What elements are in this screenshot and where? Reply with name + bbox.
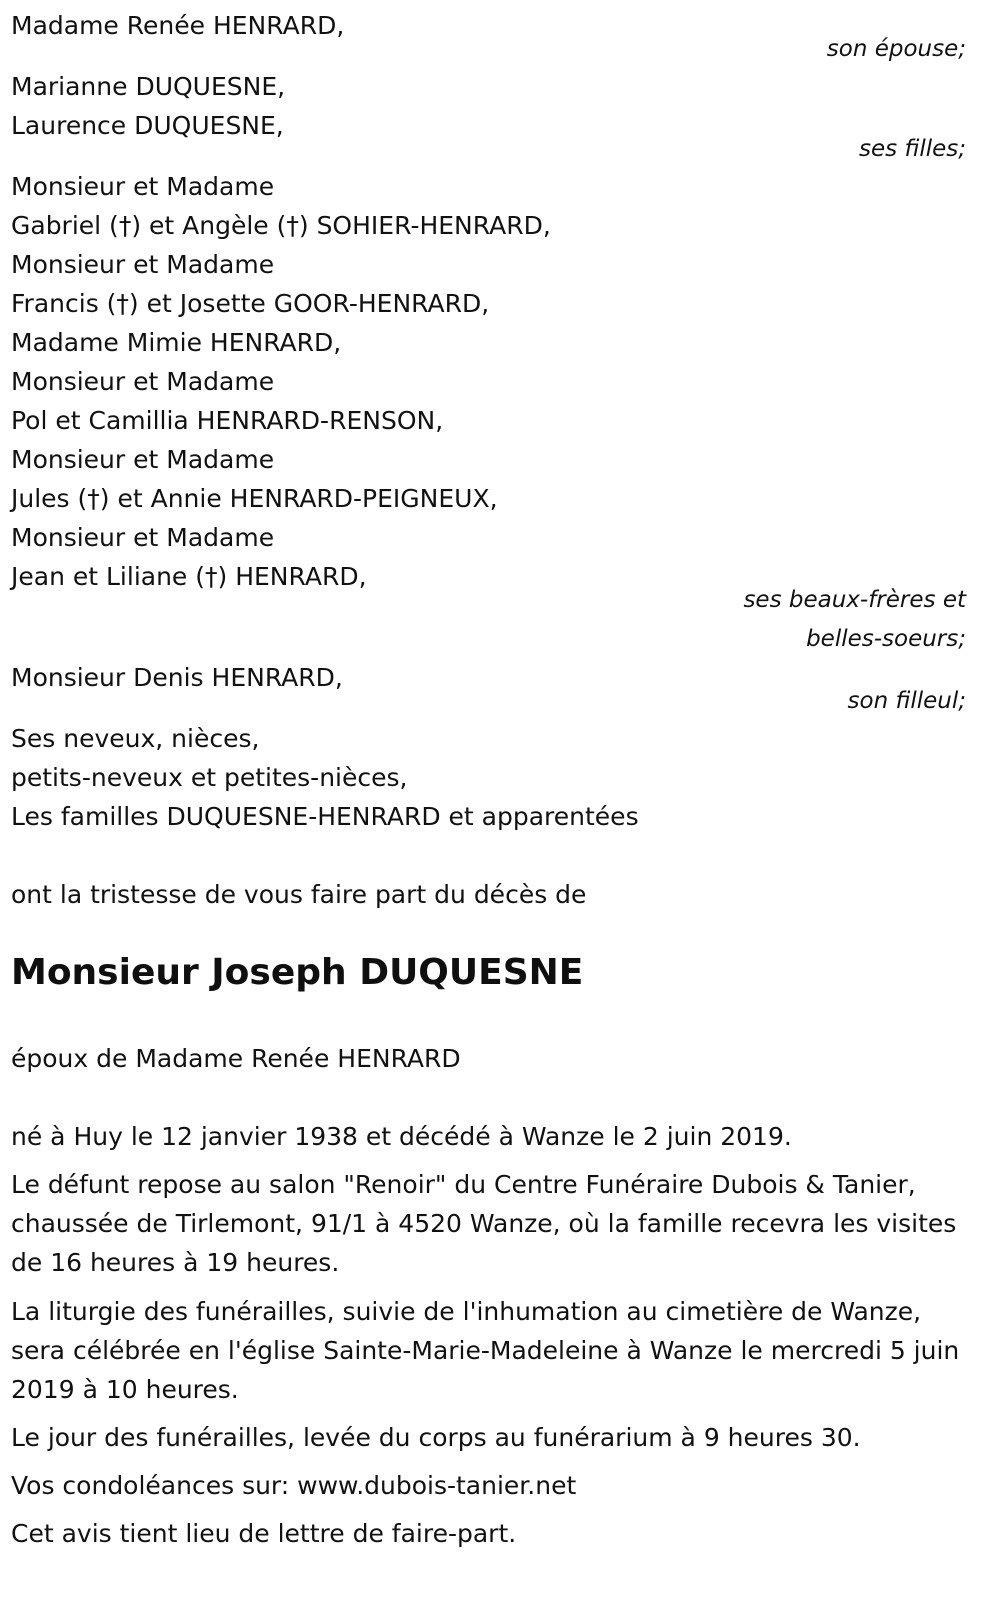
in-laws-role: ses beaux-frères et: [743, 587, 966, 613]
in-law-line: Pol et Camillia HENRARD-RENSON,: [11, 406, 444, 435]
in-law-line: Monsieur et Madame: [11, 250, 275, 279]
in-law-line: Francis (†) et Josette GOOR-HENRARD,: [11, 289, 490, 318]
in-law-line: Monsieur et Madame: [11, 523, 275, 552]
visitation-paragraph: Le défunt repose au salon "Renoir" du Centre Funéraire Dubois & Tanier, chaussée de Tirlemont, 91/1 à 4520 Wanze, où la famille recevra les visites de 16 heures à 19 heures.: [11, 1170, 957, 1277]
in-laws-role: belles-soeurs;: [806, 626, 966, 652]
notice-paragraph: Cet avis tient lieu de lettre de faire-part.: [11, 1519, 517, 1548]
in-law-line: Gabriel (†) et Angèle (†) SOHIER-HENRARD,: [11, 211, 551, 240]
godson-role: son filleul;: [847, 688, 966, 714]
announcement-intro: ont la tristesse de vous faire part du décès de: [11, 880, 587, 909]
daughter-name: Marianne DUQUESNE,: [11, 72, 286, 101]
in-law-line: Madame Mimie HENRARD,: [11, 328, 342, 357]
relatives-line: petits-neveux et petites-nièces,: [11, 763, 408, 792]
godson-name: Monsieur Denis HENRARD,: [11, 663, 343, 692]
procession-paragraph: Le jour des funérailles, levée du corps au funérarium à 9 heures 30.: [11, 1423, 861, 1452]
daughters-role: ses filles;: [859, 136, 966, 162]
deceased-name: Monsieur Joseph DUQUESNE: [11, 952, 584, 993]
funeral-paragraph: La liturgie des funérailles, suivie de l'inhumation au cimetière de Wanze, sera célébrée en l'église Sainte-Marie-Madeleine à Wanze le mercredi 5 juin 2019 à 10 heures.: [11, 1297, 960, 1404]
in-law-line: Jules (†) et Annie HENRARD-PEIGNEUX,: [11, 484, 498, 513]
spouse-role: son épouse;: [826, 36, 966, 62]
in-law-line: Jean et Liliane (†) HENRARD,: [11, 562, 367, 591]
daughter-name: Laurence DUQUESNE,: [11, 111, 284, 140]
relatives-line: Ses neveux, nièces,: [11, 724, 260, 753]
spouse-name: Madame Renée HENRARD,: [11, 11, 345, 40]
birth-death-paragraph: né à Huy le 12 janvier 1938 et décédé à Wanze le 2 juin 2019.: [11, 1122, 792, 1151]
relatives-line: Les familles DUQUESNE-HENRARD et apparentées: [11, 802, 639, 831]
in-law-line: Monsieur et Madame: [11, 445, 275, 474]
in-law-line: Monsieur et Madame: [11, 367, 275, 396]
in-law-line: Monsieur et Madame: [11, 172, 275, 201]
spouse-of: époux de Madame Renée HENRARD: [11, 1044, 461, 1073]
condolences-paragraph: Vos condoléances sur: www.dubois-tanier.net: [11, 1471, 577, 1500]
